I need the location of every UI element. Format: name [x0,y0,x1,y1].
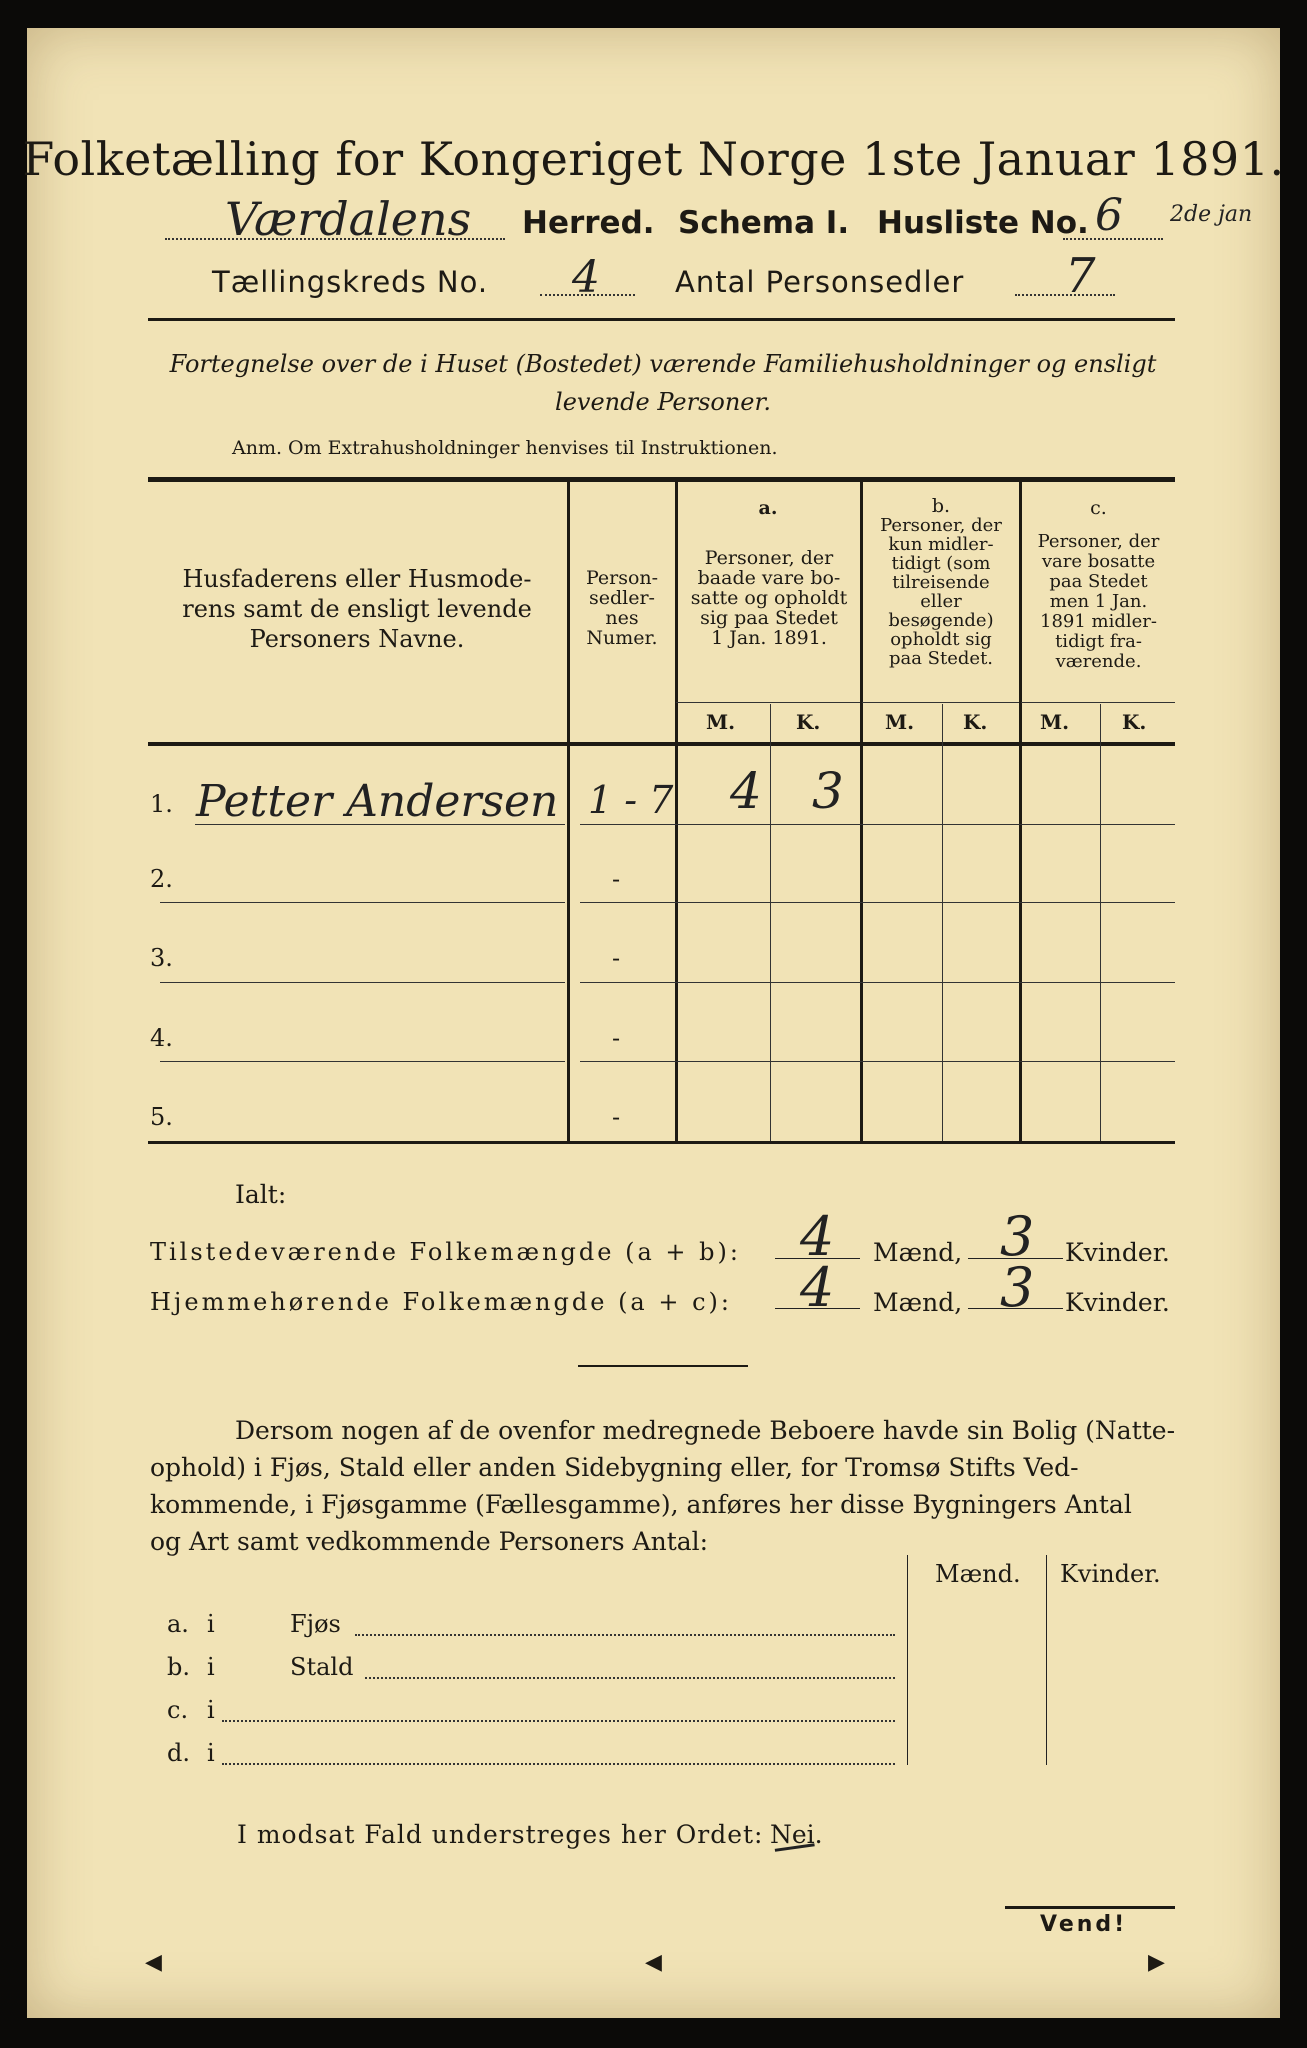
building-row-dots [222,1763,895,1765]
m-label: M. [1040,710,1070,734]
col-a-header [678,548,860,648]
subtitle-line2: levende Personer. [555,388,771,416]
col-b-header-line: tilreisende [892,572,990,593]
building-row-letter: d. [167,1739,190,1767]
building-row-letter: a. [167,1610,189,1638]
buildings-divider [907,1555,908,1765]
col-c-header-line: paa Stedet [1049,571,1148,592]
maend-label: Mænd, [873,1288,963,1317]
row-line [580,982,1175,983]
row-line [580,1061,1175,1062]
mk-subdivider [1100,704,1101,1141]
col-b-header-line: opholdt sig [890,629,992,650]
col-c-header-line: værende. [1055,651,1142,672]
col-num-header [570,568,674,648]
kvinder-label: Kvinder. [1065,1238,1170,1267]
mk-divider [1021,702,1175,703]
col-a-letter: a. [758,497,778,519]
section-separator [578,1365,748,1367]
personsedler-number: - [612,1103,621,1131]
total-home-label: Hjemmehørende Folkemængde (a + c): [150,1288,732,1316]
nei-word: Nei. [770,1820,823,1849]
col-c-header-line: men 1 Jan. [1049,591,1148,612]
form-title: Folketælling for Kongeriget Norge 1ste Januar 1891. [22,132,1285,186]
kreds-value: 4 [572,252,600,303]
m-label: M. [885,710,915,734]
husliste-value: 6 [1095,190,1123,241]
row-line [580,824,1175,825]
col-c-header [1022,532,1175,672]
husliste-label: Husliste No. [877,205,1089,241]
col-b-header-line: kun midler- [888,534,994,555]
building-row-type: Fjøs [290,1610,341,1638]
antal-value: 7 [1065,248,1096,304]
col-c-header-line: Personer, der [1037,531,1160,552]
modsat-text: I modsat Fald understreges her Ordet: [237,1820,764,1849]
row-number: 3. [150,944,173,972]
present-males: 4 [730,762,762,820]
maend-label: Mænd, [873,1238,963,1267]
personsedler-number: - [612,944,621,972]
col-c-header-line: tidigt fra- [1055,631,1142,652]
col-b-header-line: Personer, der [880,515,1002,536]
row-number: 4. [150,1024,173,1052]
col-a-header-line: sig paa Stedet [700,607,838,629]
paragraph-line: og Art samt vedkommende Personers Antal: [150,1527,709,1556]
building-row-i: i [207,1653,215,1681]
personsedler-number: 1 - 7 [588,778,674,822]
registration-mark-icon: ◀ [645,1950,662,1975]
schema-label: Schema I. [678,205,850,241]
anm-note: Anm. Om Extrahusholdninger henvises til Instruktionen. [232,437,778,459]
buildings-maend-header: Mænd. [935,1560,1021,1588]
registration-mark-icon: ▶ [1148,1950,1165,1975]
total-present-label: Tilstedeværende Folkemængde (a + b): [150,1238,741,1266]
col-b-header-line: paa Stedet. [888,648,994,669]
mk-divider [676,702,860,703]
building-row-dots [222,1720,895,1722]
building-row-i: i [207,1696,215,1724]
k-label: K. [963,710,988,734]
paragraph-line: ophold) i Fjøs, Stald eller anden Sidebygning eller, for Tromsø Stifts Ved- [150,1453,1079,1482]
header-rule [148,318,1175,321]
col-b-letter: b. [931,495,951,517]
row-number: 2. [150,865,173,893]
row-line [160,1061,565,1062]
total-present-females: 3 [1000,1205,1035,1268]
col-b-header-line: tidigt (som [891,553,991,574]
antal-label: Antal Personsedler [675,265,965,299]
total-home-males: 4 [800,1256,835,1319]
building-row-letter: c. [167,1696,189,1724]
building-row-i: i [207,1610,215,1638]
col-c-header-line: vare bosatte [1041,551,1156,572]
row-line [160,902,565,903]
building-row-dots [355,1634,895,1636]
col-name-header-line: rens samt de ensligt levende [182,595,532,623]
subtitle-line1: Fortegnelse over de i Huset (Bostedet) værende Familiehusholdninger og ensligt [169,350,1157,378]
col-c-letter: c. [1090,497,1107,519]
building-row-type: Stald [290,1653,354,1681]
row-line [580,902,1175,903]
building-row-letter: b. [167,1653,190,1681]
total-present-males: 4 [800,1205,835,1268]
registration-mark-icon: ◀ [145,1950,162,1975]
row-number: 5. [150,1103,173,1131]
col-num-header-line: Numer. [586,627,658,649]
herred-label: Herred. [522,205,655,241]
vend-rule [1005,1906,1175,1909]
building-row-dots [365,1677,895,1679]
col-name-header-line: Husfaderens eller Husmode- [182,565,532,593]
vend-text: Vend! [1040,1912,1128,1937]
mk-subdivider [770,704,771,1141]
k-label: K. [796,710,821,734]
buildings-divider [1046,1555,1047,1765]
herred-value: Værdalens [225,192,472,246]
husliste-note: 2de jan [1170,202,1253,227]
col-name-header [152,564,562,654]
col-b-header-line: eller [920,591,962,612]
person-name: Petter Andersen [196,776,559,827]
col-a-header-line: 1 Jan. 1891. [711,627,827,649]
mk-divider [862,702,1019,703]
m-label: M. [706,710,736,734]
buildings-kvinder-header: Kvinder. [1060,1560,1161,1588]
kvinder-label: Kvinder. [1065,1288,1170,1317]
personsedler-number: - [612,1024,621,1052]
row-number: 1. [150,790,173,818]
table-bottom-rule [148,1141,1175,1144]
row-line [160,982,565,983]
paragraph-line: kommende, i Fjøsgamme (Fællesgamme), anføres her disse Bygningers Antal [150,1490,1132,1519]
k-label: K. [1122,710,1147,734]
building-paragraph [150,1412,1180,1560]
col-b-header-line: besøgende) [888,610,994,631]
col-num-header-line: nes [605,607,639,629]
col-b-header [863,516,1019,668]
personsedler-number: - [612,865,621,893]
present-females: 3 [812,762,844,820]
col-num-header-line: sedler- [589,587,655,609]
col-a-header-line: Personer, der [704,547,834,569]
col-name-header-line: Personers Navne. [249,625,465,653]
building-row-i: i [207,1739,215,1767]
total-home-females: 3 [1000,1256,1035,1319]
col-a-header-line: baade vare bo- [697,567,841,589]
col-a-header-line: satte og opholdt [690,587,848,609]
col-num-header-line: Person- [585,567,659,589]
col-c-header-line: 1891 midler- [1040,611,1157,632]
paragraph-line: Dersom nogen af de ovenfor medregnede Beboere havde sin Bolig (Natte- [235,1416,1176,1445]
mk-subdivider [942,704,943,1141]
ialt-label: Ialt: [235,1180,287,1209]
kreds-label: Tællingskreds No. [212,265,489,299]
